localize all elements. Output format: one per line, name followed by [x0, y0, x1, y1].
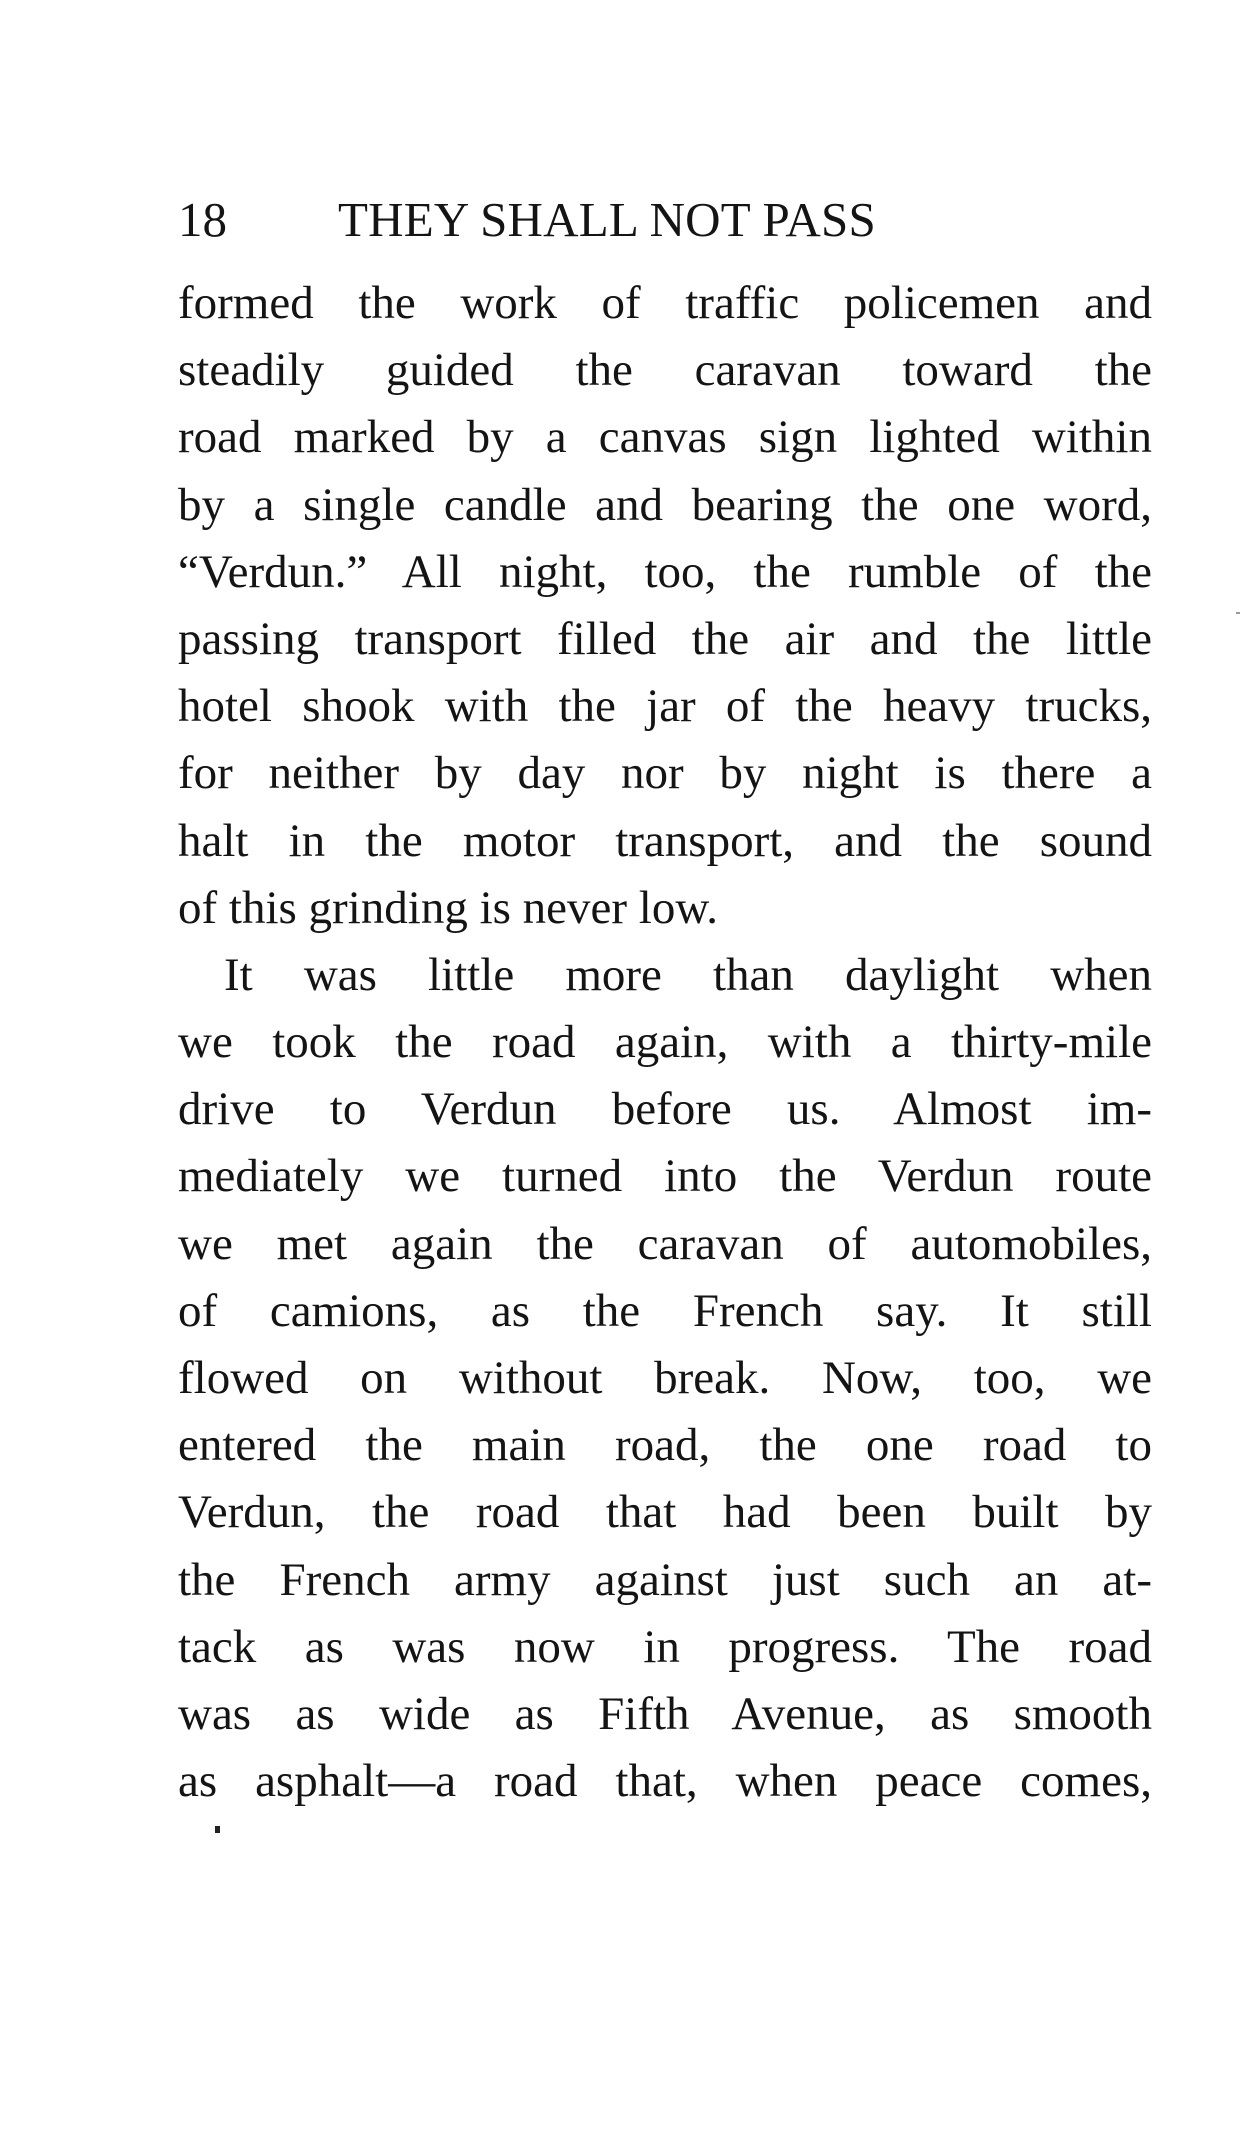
page-header: [178, 190, 876, 250]
text-line: the French army against just such an at-: [178, 1553, 1152, 1606]
text-line: It was little more than daylight when: [224, 948, 1152, 1001]
text-line: we took the road again, with a thirty-mile: [178, 1016, 1152, 1069]
text-line: hotel shook with the jar of the heavy trucks,: [178, 680, 1152, 733]
text-line: road marked by a canvas sign lighted within: [178, 411, 1152, 464]
text-line: steadily guided the caravan toward the: [178, 344, 1152, 397]
text-line: “Verdun.” All night, too, the rumble of the: [178, 545, 1152, 598]
text-line: Verdun, the road that had been built by: [178, 1486, 1152, 1539]
text-line: was as wide as Fifth Avenue, as smooth: [178, 1687, 1152, 1740]
text-line: mediately we turned into the Verdun route: [178, 1150, 1152, 1203]
print-speck: [215, 1826, 220, 1833]
text-line: as asphalt—a road that, when peace comes,: [178, 1755, 1152, 1808]
text-line: by a single candle and bearing the one word,: [178, 478, 1152, 531]
text-line: of camions, as the French say. It still: [178, 1284, 1152, 1337]
running-title: THEY SHALL NOT PASS: [338, 192, 876, 247]
text-line: we met again the caravan of automobiles,: [178, 1217, 1152, 1270]
text-line: for neither by day nor by night is there a: [178, 747, 1152, 800]
body-text: [178, 270, 1152, 1815]
text-line: of this grinding is never low.: [178, 881, 718, 934]
text-line: formed the work of traffic policemen and: [178, 277, 1152, 329]
text-line: passing transport filled the air and the little: [178, 612, 1152, 665]
text-line: halt in the motor transport, and the sound: [178, 814, 1152, 867]
text-line: entered the main road, the one road to: [178, 1419, 1152, 1472]
text-line: drive to Verdun before us. Almost im-: [178, 1083, 1152, 1136]
text-line: flowed on without break. Now, too, we: [178, 1352, 1152, 1404]
text-line: tack as was now in progress. The road: [178, 1620, 1152, 1673]
margin-mark: [1236, 612, 1240, 614]
page-number: 18: [178, 192, 227, 247]
